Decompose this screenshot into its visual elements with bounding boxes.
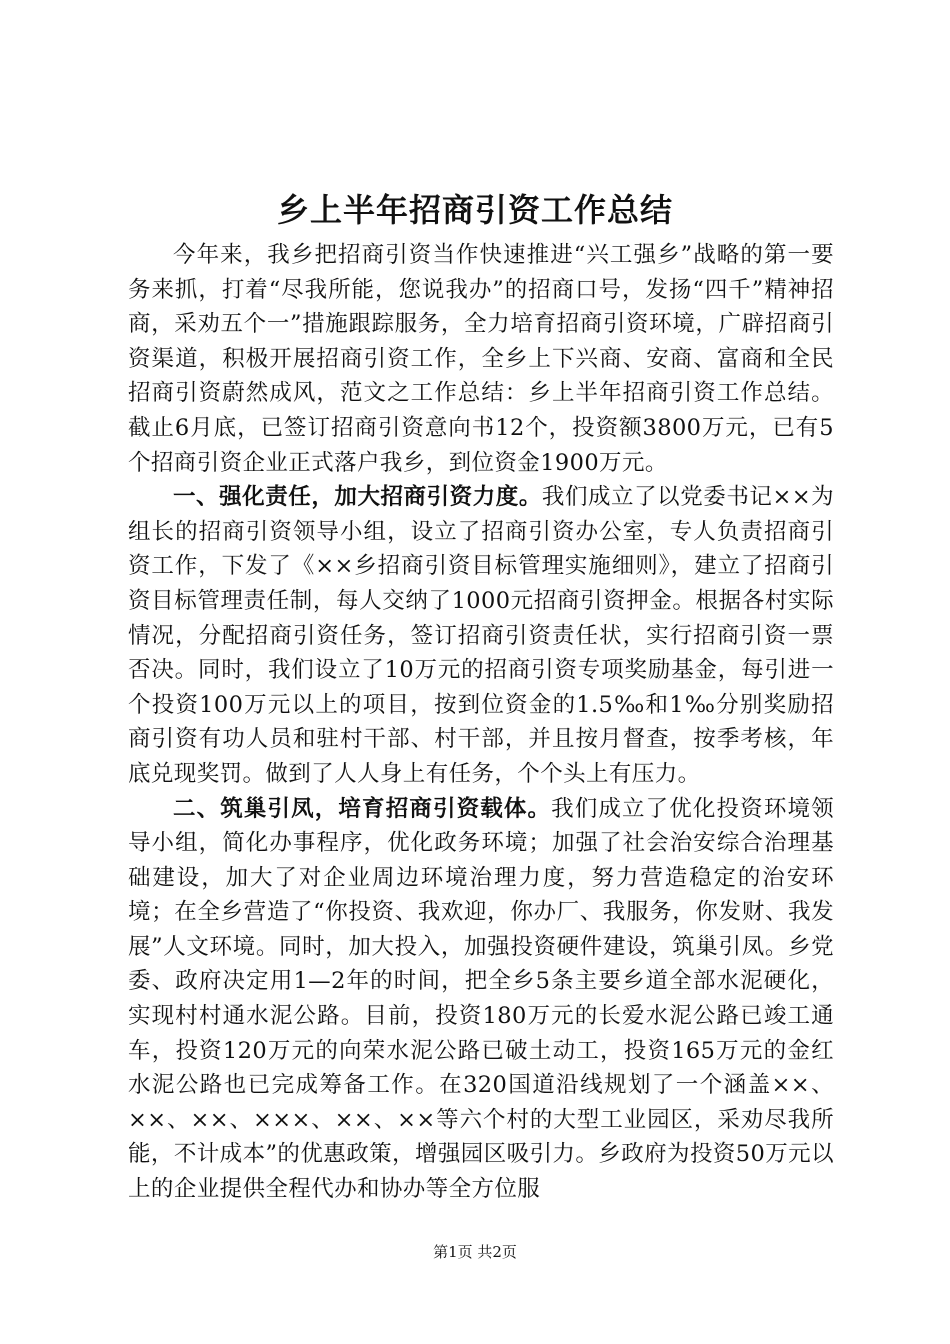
page-footer: 第1页 共2页 bbox=[433, 1243, 517, 1261]
paragraph-heading: 一、强化责任，加大招商引资力度。 bbox=[173, 484, 542, 511]
document-title: 乡上半年招商引资工作总结 bbox=[276, 191, 673, 229]
paragraph-text: 我们成立了优化投资环境领导小组，简化办事程序，优化政务环境；加强了社会治安综合治理基础建设，加大了对企业周边环境治理力度，努力营造稳定的治安环境；在全乡营造了“你投资、我欢迎，你办厂、我服务，你发财、我发展”人文环境。同时，加大投入，加强投资硬件建设，筑巢引凤。乡党委、政府决定用1—2年的时间，把全乡5条主要乡道全部水泥硬化，实现村村通水泥公路。目前，投资180万元的长爱水泥公路已竣工通车，投资120万元的向荣水泥公路已破土动工，投资165万元的金红水泥公路也已完成筹备工作。在320国道沿线规划了一个涵盖××、××、××、×××、××、××等六个村的大型工业园区，采劝尽我所能，不计成本”的优惠政策，增强园区吸引力。乡政府为投资50万元以上的企业提供全程代办和协办等全方位服 bbox=[128, 795, 834, 1203]
paragraph-section-2 bbox=[128, 792, 834, 1207]
paragraph-intro bbox=[128, 238, 834, 480]
document-body bbox=[128, 238, 834, 1207]
paragraph-text: 我们成立了以党委书记××为组长的招商引资领导小组，设立了招商引资办公室，专人负责招商引资工作，下发了《××乡招商引资目标管理实施细则》，建立了招商引资目标管理责任制，每人交纳了1000元招商引资押金。根据各村实际情况，分配招商引资任务，签订招商引资责任状，实行招商引资一票否决。同时，我们设立了10万元的招商引资专项奖励基金，每引进一个投资100万元以上的项目，按到位资金的1.5‰和1‰分别奖励招商引资有功人员和驻村干部、村干部，并且按月督查，按季考核，年底兑现奖罚。做到了人人身上有任务，个个头上有压力。 bbox=[128, 484, 835, 787]
paragraph-section-1 bbox=[128, 480, 834, 791]
paragraph-heading: 二、筑巢引凤，培育招商引资载体。 bbox=[173, 795, 552, 822]
paragraph-text: 今年来，我乡把招商引资当作快速推进“兴工强乡”战略的第一要务来抓，打着“尽我所能，您说我办”的招商口号，发扬“四千”精神招商，采劝五个一”措施跟踪服务，全力培育招商引资环境，广辟招商引资渠道，积极开展招商引资工作，全乡上下兴商、安商、富商和全民招商引资蔚然成风，范文之工作总结：乡上半年招商引资工作总结。截止6月底，已签订招商引资意向书12个，投资额3800万元，已有5个招商引资企业正式落户我乡，到位资金1900万元。 bbox=[128, 242, 834, 476]
